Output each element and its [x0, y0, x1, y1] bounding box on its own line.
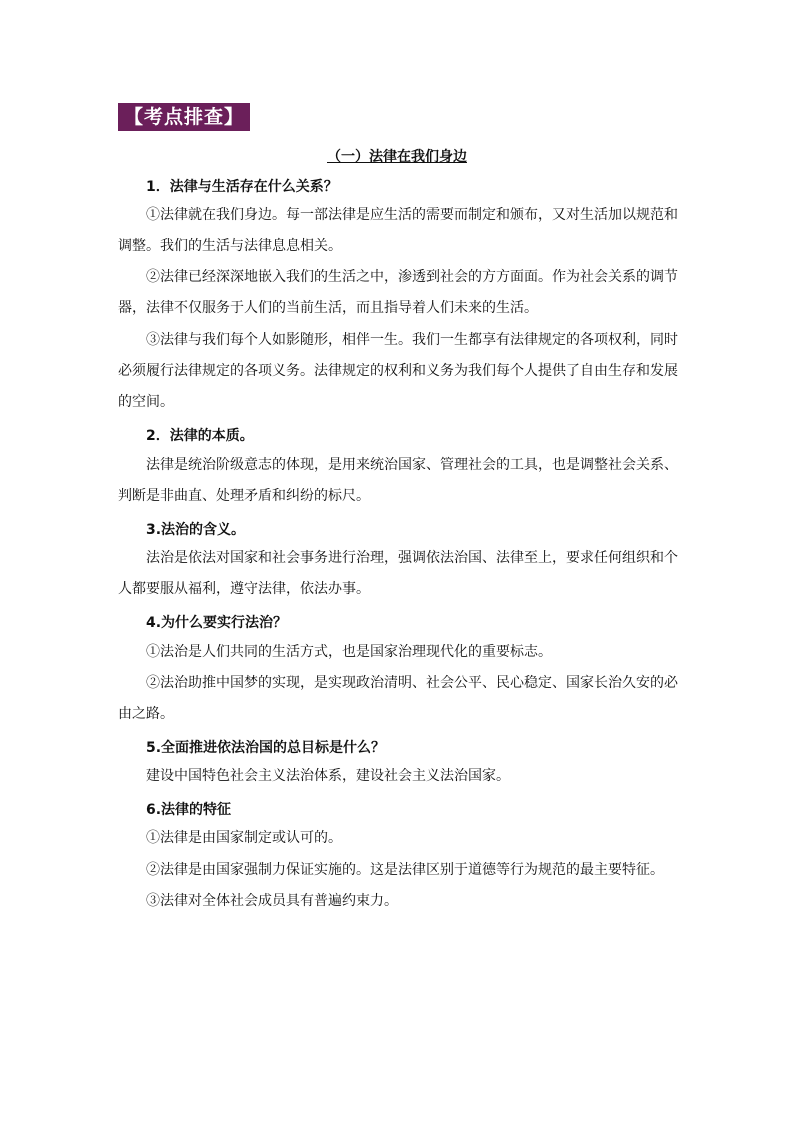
question-6-heading: 6.法律的特征: [146, 802, 232, 818]
question-4-paragraph-2: ②法治助推中国梦的实现，是实现政治清明、社会公平、民心稳定、国家长治久安的必由之路。: [118, 675, 678, 722]
question-6-paragraph-1: ①法律是由国家制定或认可的。: [146, 830, 342, 846]
question-2-heading: 2．法律的本质。: [146, 428, 254, 444]
question-5-paragraph-1: 建设中国特色社会主义法治体系，建设社会主义法治国家。: [146, 768, 510, 784]
question-3-paragraph-1: 法治是依法对国家和社会事务进行治理，强调依法治国、法律至上，要求任何组织和个人都要服从福利，遵守法律，依法办事。: [118, 550, 678, 597]
question-4-heading: 4.为什么要实行法治？: [146, 615, 288, 631]
question-4-paragraph-1: ①法治是人们共同的生活方式，也是国家治理现代化的重要标志。: [146, 644, 552, 660]
question-6-paragraph-2: ②法律是由国家强制力保证实施的。这是法律区别于道德等行为规范的最主要特征。: [146, 862, 664, 878]
section-title-text: （一）法律在我们身边: [327, 149, 467, 165]
question-3-heading: 3.法治的含义。: [146, 522, 246, 538]
question-1-paragraph-1: ①法律就在我们身边。每一部法律是应生活的需要而制定和颁布，又对生活加以规范和调整。我们的生活与法律息息相关。: [118, 207, 678, 254]
section-title: [0, 146, 794, 166]
question-2-paragraph-1: 法律是统治阶级意志的体现，是用来统治国家、管理社会的工具，也是调整社会关系、判断是非曲直、处理矛盾和纠纷的标尺。: [118, 457, 678, 504]
section-badge: 【考点排查】: [118, 103, 250, 131]
question-1-heading: 1．法律与生活存在什么关系？: [146, 179, 338, 195]
question-1-paragraph-2: ②法律已经深深地嵌入我们的生活之中，渗透到社会的方方面面。作为社会关系的调节器，法律不仅服务于人们的当前生活，而且指导着人们未来的生活。: [118, 269, 678, 316]
question-1-paragraph-3: ③法律与我们每个人如影随形，相伴一生。我们一生都享有法律规定的各项权利，同时必须履行法律规定的各项义务。法律规定的权利和义务为我们每个人提供了自由生存和发展的空间。: [118, 332, 678, 410]
question-6-paragraph-3: ③法律对全体社会成员具有普遍约束力。: [146, 893, 398, 909]
question-5-heading: 5.全面推进依法治国的总目标是什么？: [146, 740, 386, 756]
